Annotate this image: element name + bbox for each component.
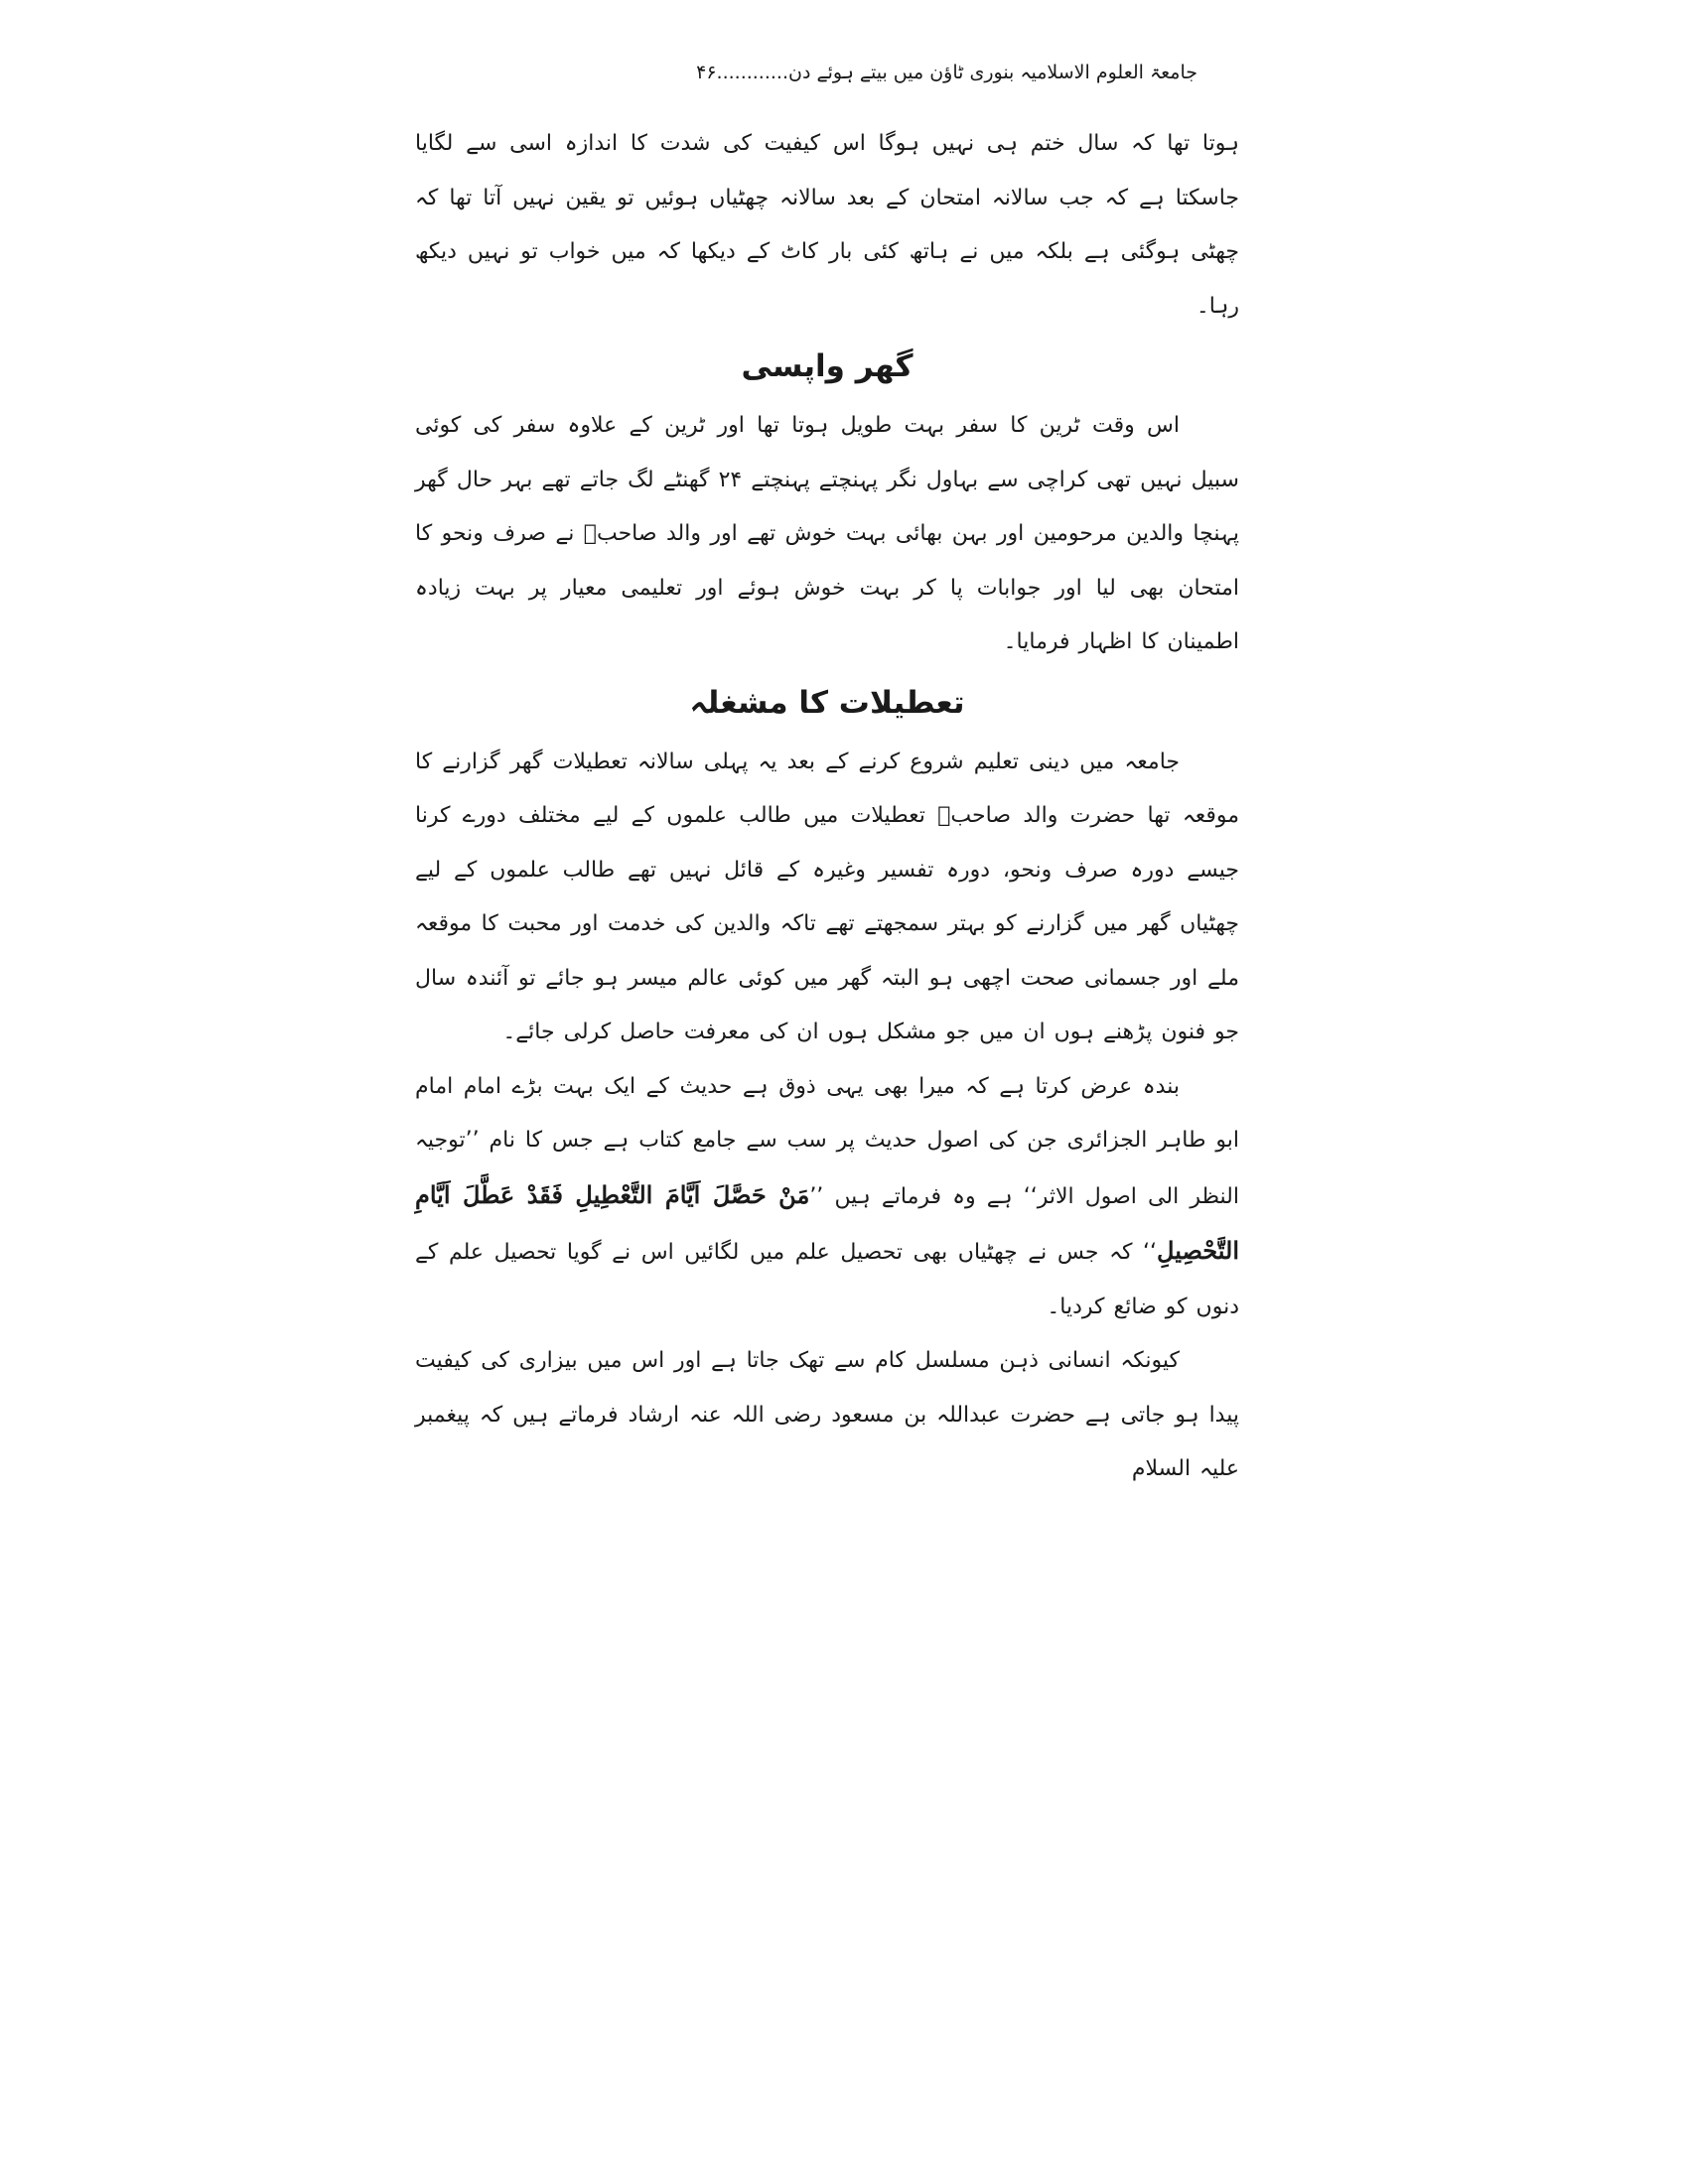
heading-ghar-wapsi: گھر واپسی bbox=[741, 348, 914, 384]
paragraph-continuation: ہوتا تھا کہ سال ختم ہی نہیں ہوگا اس کیفیت کی شدت کا اندازہ اسی سے لگایا جاسکتا ہے کہ جب سالانہ امتحان کے بعد سالانہ چھٹیاں ہوئیں تو یقین نہیں آتا تھا کہ چھٹی ہوگئی ہے بلکہ میں نے ہاتھ کئی بار کاٹ کے دیکھا کہ میں خواب تو نہیں دیکھ رہا۔ bbox=[415, 131, 1239, 319]
paragraph-final: کیونکہ انسانی ذہن مسلسل کام سے تھک جاتا ہے اور اس میں بیزاری کی کیفیت پیدا ہو جاتی ہے حضرت عبداللہ بن مسعود رضی اللہ عنہ ارشاد فرماتے ہیں کہ پیغمبر علیہ السلام bbox=[415, 1348, 1239, 1481]
page-body bbox=[415, 117, 1239, 1497]
book-page bbox=[415, 50, 1239, 1539]
paragraph-ghar-wapsi: اس وقت ٹرین کا سفر بہت طویل ہوتا تھا اور ٹرین کے علاوہ سفر کی کوئی سبیل نہیں تھی کراچی سے بہاول نگر پہنچتے پہنچتے ۲۴ گھنٹے لگ جاتے تھے بہر حال گھر پہنچا والدین مرحومین اور بہن بھائی بہت خوش تھے اور والد صاحبؒ نے صرف ونحو کا امتحان بھی لیا اور جوابات پا کر بہت خوش ہوئے اور تعلیمی معیار پر بہت زیادہ اطمینان کا اظہار فرمایا۔ bbox=[415, 413, 1239, 654]
heading-tatilat: تعطیلات کا مشغلہ bbox=[689, 684, 965, 721]
arabic-quote: مَنْ حَصَّلَ اَيَّامَ التَّعْطِيلِ فَقَدْ عَطَّلَ اَيَّامِ التَّحْصِيلِ bbox=[415, 1179, 1239, 1265]
hadith-intro-text: بندہ عرض کرتا ہے کہ میرا بھی یہی ذوق ہے حدیث کے ایک بہت بڑے امام امام ابو طاہر الجزائری جن کی اصول حدیث پر سب سے جامع کتاب ہے جس کا نام ’’توجیہ النظر الی اصول الاثر‘‘ ہے وہ فرماتے ہیں ’’ bbox=[415, 1073, 1239, 1209]
paragraph-hadith bbox=[415, 1060, 1239, 1335]
hadith-outro-text: ‘‘ کہ جس نے چھٹیاں بھی تحصیل علم میں لگائیں اس نے گویا تحصیل علم کے دنوں کو ضائع کردیا۔ bbox=[415, 1240, 1239, 1319]
paragraph-tatilat: جامعہ میں دینی تعلیم شروع کرنے کے بعد یہ پہلی سالانہ تعطیلات گھر گزارنے کا موقعہ تھا حضرت والد صاحبؒ تعطیلات میں طالب علموں کے لیے مختلف دورے کرنا جیسے دورہ صرف ونحو، دورہ تفسیر وغیرہ کے قائل نہیں تھے طالب علموں کے لیے چھٹیاں گھر میں گزارنے کو بہتر سمجھتے تھے تاکہ والدین کی خدمت اور محبت کا موقعہ ملے اور جسمانی صحت اچھی ہو البتہ گھر میں کوئی عالم میسر ہو جائے تو آئندہ سال جو فنون پڑھنے ہوں ان میں جو مشکل ہوں ان کی معرفت حاصل کرلی جائے۔ bbox=[415, 749, 1239, 1044]
running-header: جامعۃ العلوم الاسلامیہ بنوری ٹاؤن میں بیتے ہوئے دن............۴۶ bbox=[696, 62, 1197, 83]
